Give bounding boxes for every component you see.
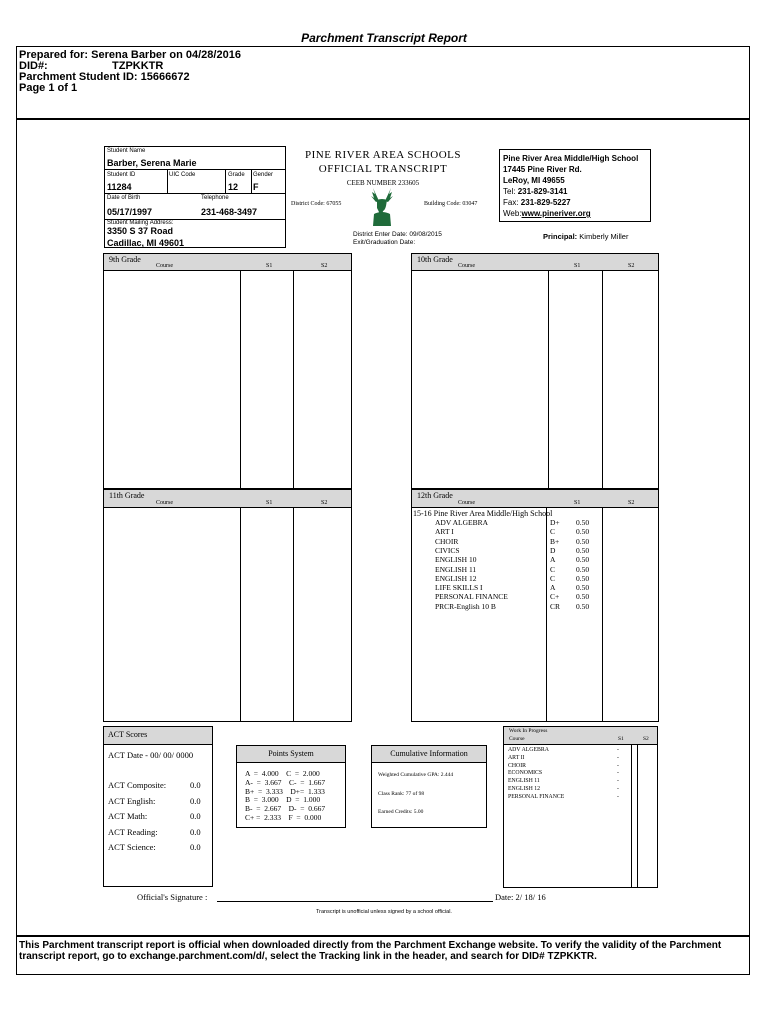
wip-course-s1: -: [617, 747, 619, 753]
signature-date: Date: 2/ 18/ 16: [495, 892, 546, 902]
school-name: Pine River Area Middle/High School: [503, 154, 639, 163]
web-label: Web:: [503, 209, 522, 218]
district-enter-date: District Enter Date: 09/08/2015: [353, 231, 442, 238]
did-value: TZPKKTR: [112, 60, 164, 72]
parchment-student-id: Parchment Student ID: 15666672: [19, 71, 190, 83]
act-score-label: ACT Math:: [108, 811, 148, 821]
s1-header: S1: [266, 500, 273, 506]
wip-s1-header: S1: [618, 736, 624, 742]
gender-label: Gender: [253, 172, 274, 178]
s1-header: S1: [266, 263, 273, 269]
wip-course-name: ECONOMICS: [508, 770, 543, 777]
course-header: Course: [458, 263, 475, 269]
course-grade: A: [550, 583, 556, 593]
telephone-label: Telephone: [201, 195, 229, 201]
student-dob: 05/17/1997: [107, 207, 153, 217]
wip-course-name: CHOIR: [508, 762, 527, 769]
course-name: ADV ALGEBRA: [435, 518, 488, 527]
wip-course-name: ART II: [508, 754, 525, 761]
student-name: Barber, Serena Marie: [107, 158, 197, 168]
tel-label: Tel:: [503, 187, 516, 196]
course-credit: 0.50: [576, 573, 590, 583]
course-credit: 0.50: [576, 583, 590, 593]
points-row: B+ = 3.333 D+= 1.333: [245, 786, 325, 796]
official-transcript-title: OFFICIAL TRANSCRIPT: [318, 163, 448, 175]
student-info-box: [104, 146, 286, 248]
unofficial-note: Transcript is unofficial unless signed by a school official.: [316, 909, 452, 915]
exit-graduation-date: Exit/Graduation Date:: [353, 239, 416, 246]
student-id-label: Student ID: [107, 172, 136, 178]
student-name-label: Student Name: [107, 148, 146, 154]
student-id: 11284: [107, 182, 132, 192]
school-info-box: [499, 149, 651, 222]
act-score-value: 0.0: [190, 795, 201, 806]
signature-line: [217, 901, 493, 902]
wip-course-name: ENGLISH 12: [508, 786, 541, 792]
course-grade: C: [550, 527, 556, 537]
course-grade: A: [550, 555, 556, 565]
course-name: CIVICS: [435, 545, 460, 555]
course-credit: 0.50: [576, 545, 590, 555]
principal-name: Kimberly Miller: [579, 232, 629, 241]
course-header: Course: [156, 263, 173, 269]
principal-label: Principal:: [543, 232, 578, 241]
deer-logo-icon: [365, 186, 399, 228]
s1-header: S1: [574, 500, 581, 506]
points-row: C+ = 2.333 F = 0.000: [245, 813, 322, 822]
course-header: Course: [458, 500, 475, 506]
address-line-1: 3350 S 37 Road: [107, 226, 174, 236]
course-credit: 0.50: [576, 564, 590, 574]
grade-10-table: [411, 253, 659, 489]
points-row: B- = 2.667 D- = 0.667: [245, 804, 326, 814]
wip-s2-header: S2: [643, 736, 649, 742]
course-credit: 0.50: [576, 518, 590, 527]
header-rule-bottom: [16, 118, 750, 120]
points-row: A- = 3.667 C- = 1.667: [245, 777, 326, 787]
school-street: 17445 Pine River Rd.: [503, 165, 582, 174]
act-score-label: ACT Composite:: [108, 780, 167, 790]
act-score-label: ACT Science:: [108, 842, 156, 852]
cumulative-info-box: [371, 745, 487, 828]
footer-rule-bottom: [16, 974, 750, 975]
course-name: PRCR-English 10 B: [435, 601, 496, 611]
footer-rule: [16, 935, 750, 937]
grade-12-title: 12th Grade: [417, 491, 453, 500]
points-system-box: [236, 745, 346, 828]
course-grade: B+: [550, 536, 560, 546]
act-score-value: 0.0: [190, 826, 201, 837]
act-score-label: ACT English:: [108, 795, 156, 806]
page-number: Page 1 of 1: [19, 82, 78, 94]
course-name: CHOIR: [435, 536, 459, 546]
weighted-gpa: Weighted Cumulative GPA: 2.444: [378, 772, 454, 778]
course-name: ART I: [435, 527, 454, 537]
course-name: ENGLISH 10: [435, 555, 477, 565]
act-score-value: 0.0: [190, 811, 201, 821]
points-row: A = 4.000 C = 2.000: [245, 769, 320, 778]
uic-label: UIC Code: [169, 172, 196, 178]
grade-11-table: [103, 489, 352, 722]
header-rule-top: [16, 46, 750, 47]
school-telephone: 231-829-3141: [517, 187, 568, 196]
course-grade: C: [550, 564, 556, 574]
course-name: PERSONAL FINANCE: [435, 592, 508, 602]
wip-course-s1: -: [617, 754, 619, 761]
act-date: ACT Date - 00/ 00/ 0000: [108, 750, 194, 760]
grade-12-school: 15-16 Pine River Area Middle/High School: [413, 509, 553, 518]
district-code: District Code: 67055: [291, 201, 342, 207]
student-gender: F: [253, 182, 259, 192]
cumulative-title: Cumulative Information: [390, 749, 468, 758]
course-credit: 0.50: [576, 555, 590, 565]
grade-11-title: 11th Grade: [109, 491, 145, 500]
course-grade: D+: [550, 518, 560, 527]
course-name: LIFE SKILLS I: [435, 583, 483, 593]
act-scores-box: [103, 726, 213, 887]
signature-label: Official's Signature :: [137, 892, 208, 902]
course-credit: 0.50: [576, 601, 590, 611]
report-title: Parchment Transcript Report: [301, 31, 467, 45]
class-rank: Class Rank: 77 of 98: [378, 791, 425, 797]
fax-label: Fax:: [503, 198, 519, 207]
grade-label: Grade: [228, 172, 245, 178]
student-telephone: 231-468-3497: [201, 207, 258, 217]
course-grade: C: [550, 573, 556, 583]
wip-course-s1: -: [617, 793, 619, 800]
grade-12-table: [411, 489, 659, 722]
footer-verification-note: This Parchment transcript report is official when downloaded directly from the Parchment Exchange website. To verify the validity of the Parchment transcript report, go to exchange.parchment.com/d/, select the Tracking link in the header, and search for DID# TZPKKTR.: [19, 940, 722, 962]
course-grade: CR: [550, 601, 561, 611]
prepared-for: Prepared for: Serena Barber on 04/28/2016: [19, 49, 241, 61]
wip-title: Work In Progress: [509, 728, 548, 734]
wip-course-s1: -: [617, 778, 619, 785]
grade-9-title: 9th Grade: [109, 255, 141, 264]
act-score-label: ACT Reading:: [108, 826, 158, 837]
school-website-link[interactable]: www.pineriver.org: [521, 209, 591, 218]
wip-course-s1: -: [617, 762, 619, 769]
s2-header: S2: [321, 500, 328, 506]
wip-course-s1: -: [617, 770, 619, 777]
s1-header: S1: [574, 263, 581, 269]
page-right-border: [749, 46, 750, 974]
ceeb-number: CEEB NUMBER 233605: [346, 179, 420, 187]
address-line-2: Cadillac, MI 49601: [107, 238, 185, 248]
student-grade: 12: [228, 182, 239, 192]
s2-header: S2: [628, 500, 635, 506]
school-district-name: PINE RIVER AREA SCHOOLS: [304, 149, 462, 161]
dob-label: Date of Birth: [107, 195, 141, 201]
school-fax: 231-829-5227: [520, 198, 571, 207]
course-grade: C+: [550, 592, 560, 602]
act-score-value: 0.0: [190, 780, 201, 790]
grade-10-title: 10th Grade: [417, 255, 453, 264]
address-label: Student Mailing Address:: [107, 220, 174, 226]
wip-course-header: Course: [509, 736, 525, 742]
s2-header: S2: [321, 263, 328, 269]
building-code: Building Code: 03047: [424, 201, 478, 207]
course-credit: 0.50: [576, 527, 590, 537]
course-credit: 0.50: [576, 536, 590, 546]
work-in-progress-box: [503, 726, 658, 888]
school-city: LeRoy, MI 49655: [503, 176, 565, 185]
did-label: DID#:: [19, 60, 48, 72]
course-header: Course: [156, 500, 173, 506]
course-name: ENGLISH 12: [435, 573, 477, 583]
s2-header: S2: [628, 263, 635, 269]
course-grade: D: [550, 545, 556, 555]
points-row: B = 3.000 D = 1.000: [245, 795, 321, 805]
course-name: ENGLISH 11: [435, 564, 477, 574]
grade-9-table: [103, 253, 352, 489]
course-credit: 0.50: [576, 592, 590, 602]
points-system-title: Points System: [268, 749, 314, 758]
page-left-border: [16, 46, 17, 974]
wip-course-name: ADV ALGEBRA: [508, 747, 549, 753]
act-title: ACT Scores: [108, 730, 148, 739]
wip-course-name: ENGLISH 11: [508, 778, 540, 785]
earned-credits: Earned Credits: 5.00: [378, 809, 424, 815]
wip-course-name: PERSONAL FINANCE: [508, 793, 565, 800]
act-score-value: 0.0: [190, 842, 201, 852]
wip-course-s1: -: [617, 786, 619, 792]
